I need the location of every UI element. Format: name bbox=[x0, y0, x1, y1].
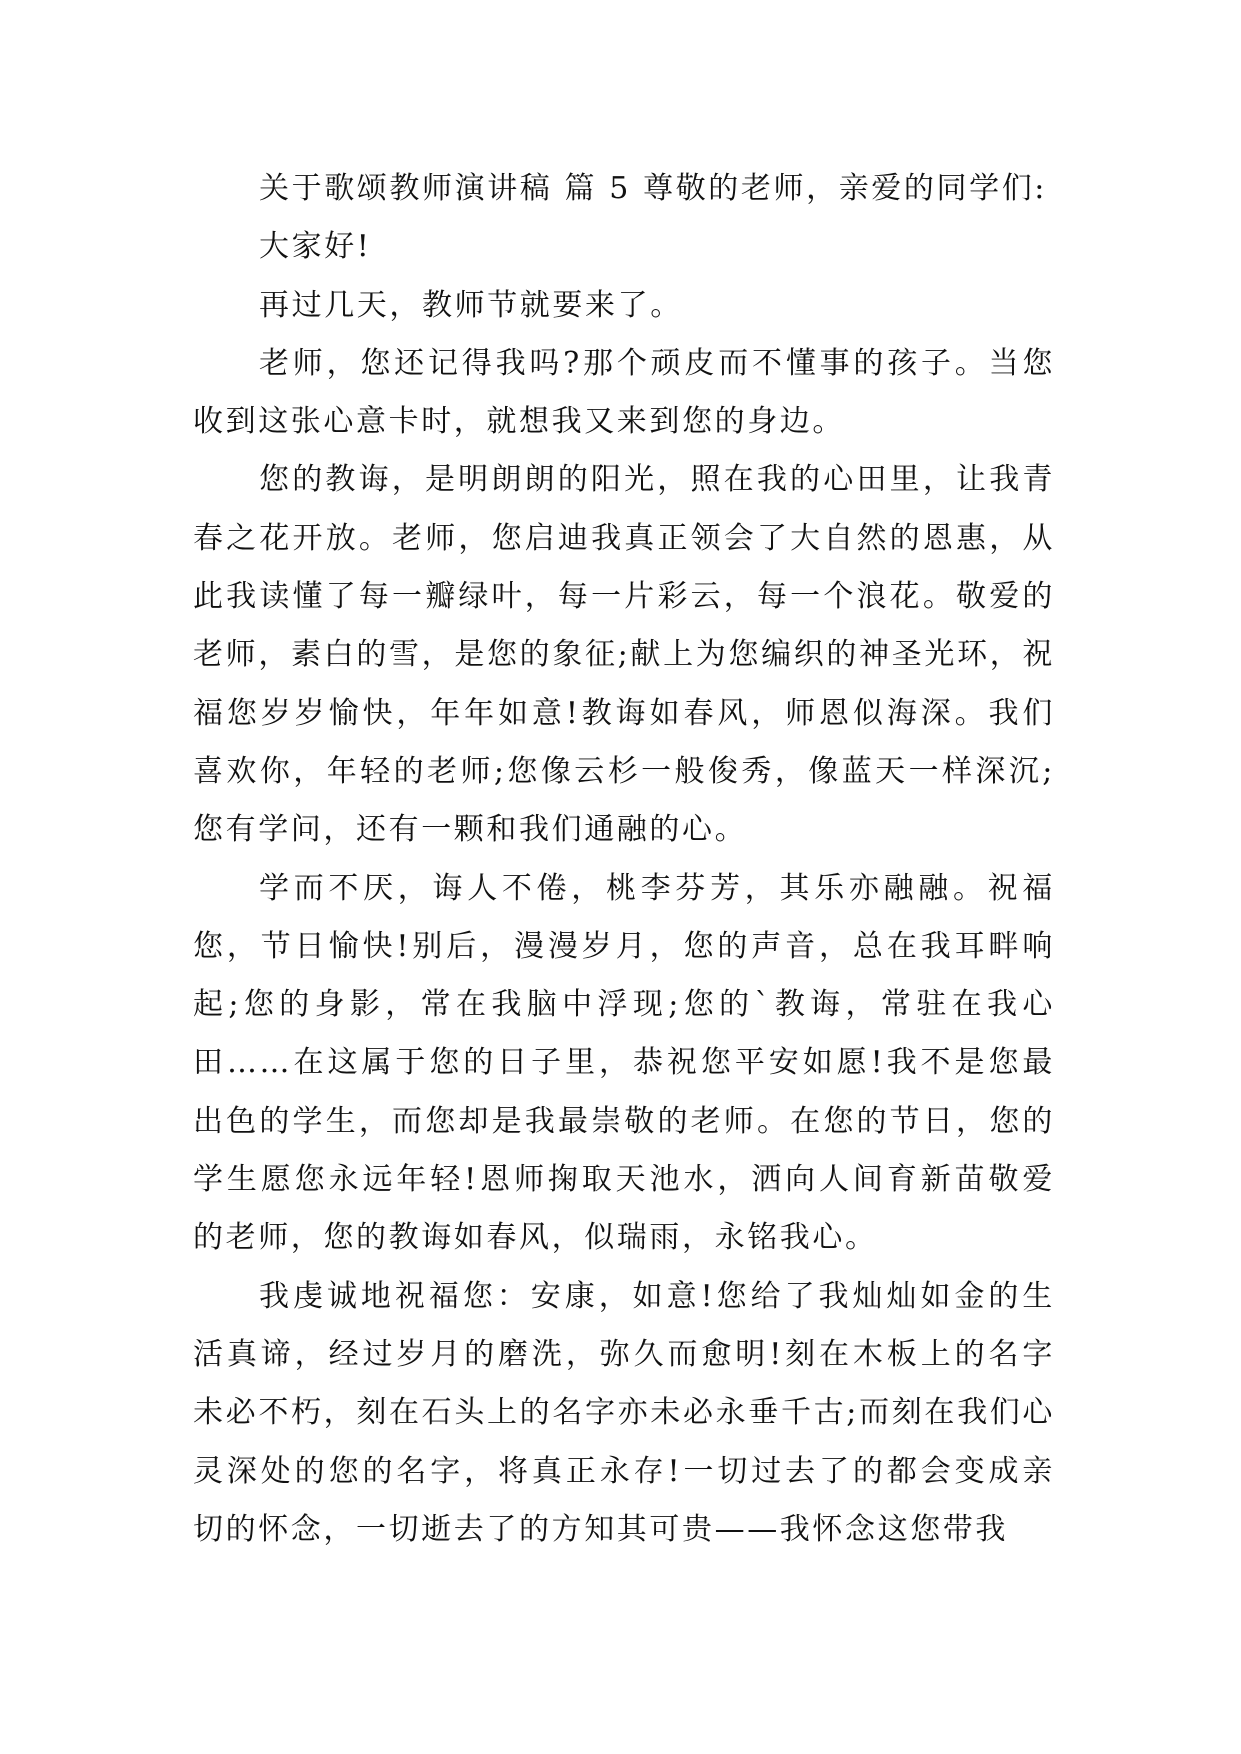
paragraph-blessings: 学而不厌，诲人不倦，桃李芬芳，其乐亦融融。祝福您，节日愉快!别后，漫漫岁月，您的声音，总在我耳畔响起;您的身影，常在我脑中浮现;您的`教诲，常驻在我心田……在这属于您的日子里，恭祝您平安如愿!我不是您最出色的学生，而您却是我最崇敬的老师。在您的节日，您的学生愿您永远年轻!恩师掬取天池水，洒向人间育新苗敬爱的老师，您的教诲如春风，似瑞雨，永铭我心。 bbox=[193, 870, 1055, 1256]
paragraph-teachers-day: 再过几天，教师节就要来了。 bbox=[259, 287, 683, 323]
paragraph-hello: 大家好! bbox=[259, 229, 372, 265]
paragraph-teachings: 您的教诲，是明朗朗的阳光，照在我的心田里，让我青春之花开放。老师，您启迪我真正领会了大自然的恩惠，从此我读懂了每一瓣绿叶，每一片彩云，每一个浪花。敬爱的老师，素白的雪，是您的象征;献上为您编织的神圣光环，祝福您岁岁愉快，年年如意!教诲如春风，师恩似海深。我们喜欢你，年轻的老师;您像云杉一般俊秀，像蓝天一样深沉;您有学问，还有一颗和我们通融的心。 bbox=[193, 462, 1055, 848]
paragraph-remember-me: 老师，您还记得我吗?那个顽皮而不懂事的孩子。当您收到这张心意卡时，就想我又来到您的身边。 bbox=[193, 345, 1055, 440]
paragraph-title-greeting: 关于歌颂教师演讲稿 篇 5 尊敬的老师，亲爱的同学们: bbox=[259, 171, 1048, 206]
paragraph-sincere-wishes: 我虔诚地祝福您：安康，如意!您给了我灿灿如金的生活真谛，经过岁月的磨洗，弥久而愈明!刻在木板上的名字未必不朽，刻在石头上的名字亦未必永垂千古;而刻在我们心灵深处的您的名字，将真正永存!一切过去了的都会变成亲切的怀念，一切逝去了的方知其可贵——我怀念这您带我 bbox=[193, 1278, 1055, 1547]
document-body bbox=[193, 160, 1055, 1559]
